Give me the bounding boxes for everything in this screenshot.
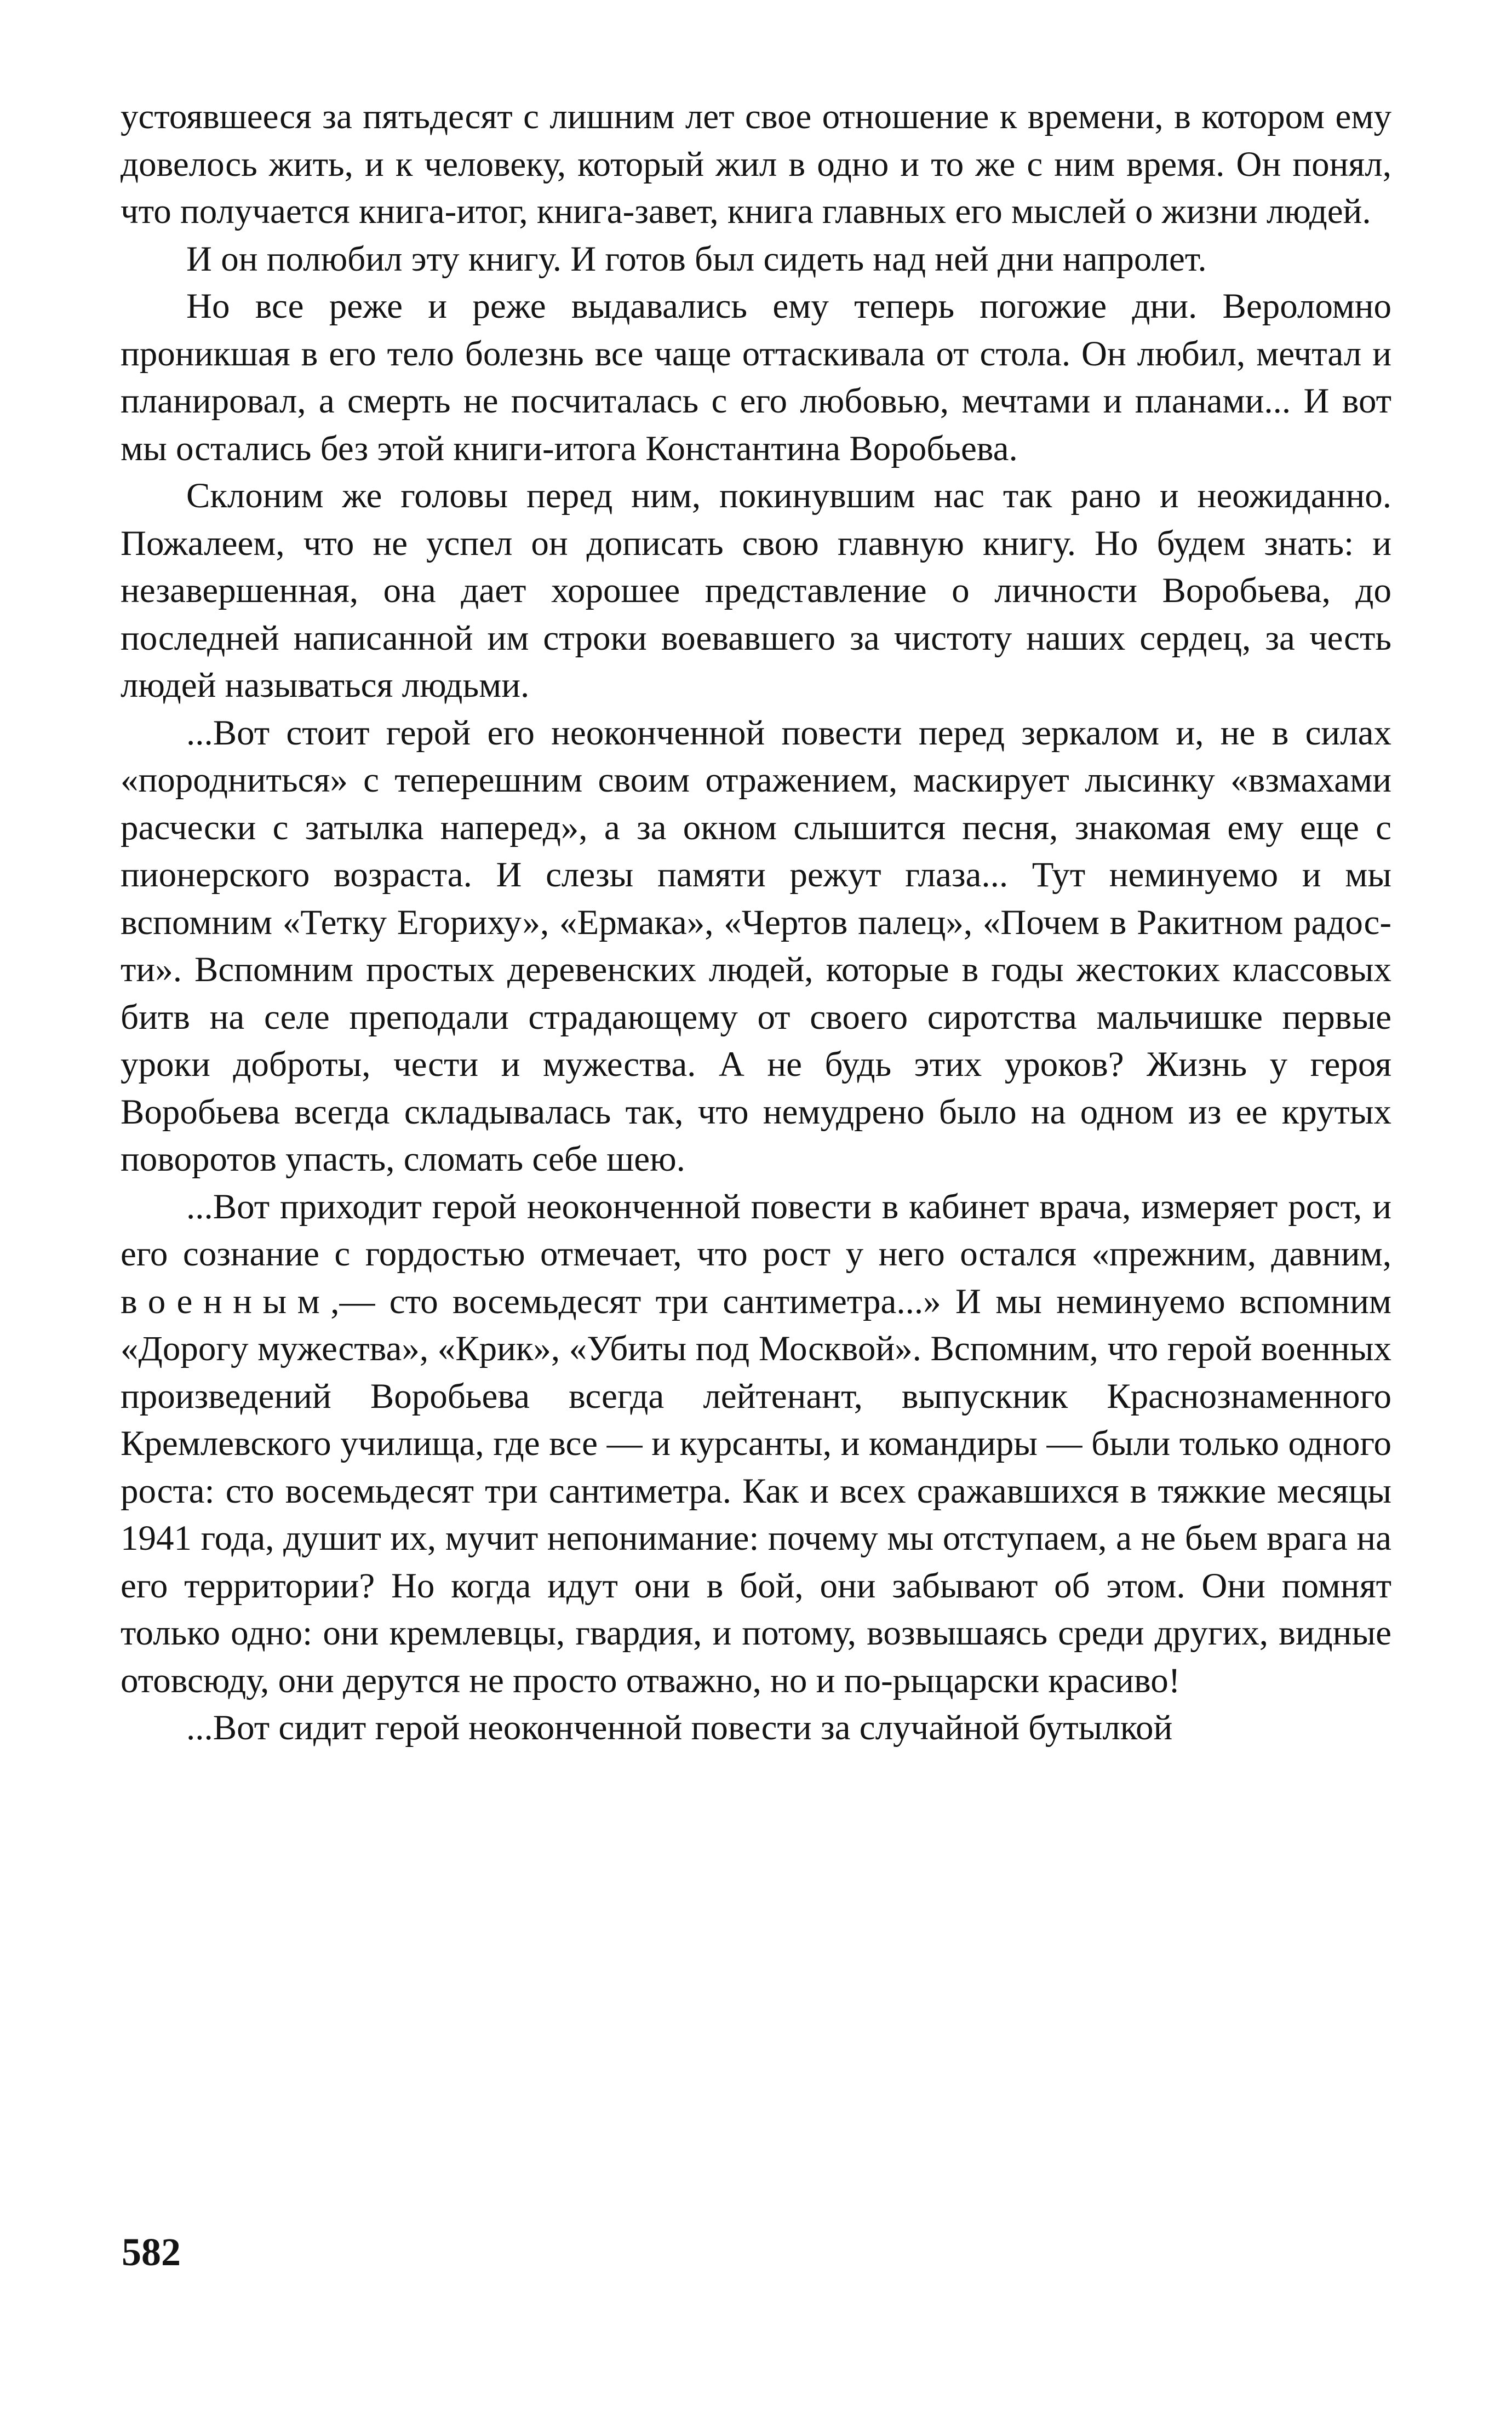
paragraph-4: Склоним же головы перед ним, покинувшим нас так рано и неожиданно. Пожалеем, что не успел он дописать свою главную книгу. Но будем знать: и незавершенная, она дает хорошее представление о личности Воробьева, до последней написанной им строки воевавшего за чистоту наших сердец, за честь людей называться людьми.	[121, 476, 1391, 705]
paragraph-6-end: ,— сто восемьдесят три сантиметра...» И мы неминуемо вспомним «Дорогу мужества», «Крик», «Убиты под Москвой». Вспомним, что герой военных произведений Воробьева всегда лейтенант, выпускник Краснознаменного Кремлевского училища, где все — и курсанты, и командиры — были только одного роста: сто восемьдесят три сантиметра. Как и всех сражавшихся в тяжкие месяцы 1941 года, душит их, мучит непонимание: почему мы отступаем, а не бьем врага на его территории? Но когда идут они в бой, они забывают об этом. Они помнят только одно: они кремлевцы, гвардия, и потому, возвышаясь среди других, видные отовсюду, они дерутся не просто отважно, но и по-рыцарски красиво!	[121, 1281, 1391, 1700]
page-number: 582	[122, 2230, 181, 2274]
paragraph-6-start: ...Вот приходит герой неоконченной повести в кабинет врача, измеряет рост, и его сознание с гордостью отмечает, что рост у него остался «прежним, давним,	[121, 1187, 1391, 1274]
body-text	[121, 93, 1391, 1752]
paragraph-3: Но все реже и реже выдавались ему теперь погожие дни. Вероломно проникшая в его тело болезнь все чаще оттаскивала от стола. Он любил, мечтал и планировал, а смерть не посчиталась с его любовью, мечтами и планами... И вот мы остались без этой книги-итога Константина Воробьева.	[121, 287, 1391, 468]
paragraph-7: ...Вот сидит герой неоконченной повести за случайной бутылкой	[186, 1708, 1173, 1748]
paragraph-1: устоявшееся за пятьдесят с лишним лет свое отношение к времени, в котором ему довелось жить, и к человеку, который жил в одно и то же с ним время. Он понял, что получается книга-итог, книга-завет, книга главных его мыслей о жизни людей.	[121, 97, 1391, 231]
paragraph-2: И он полюбил эту книгу. И готов был сидеть над ней дни напролет.	[186, 239, 1207, 279]
paragraph-6	[121, 1183, 1391, 1705]
paragraph-5: ...Вот стоит герой его неоконченной повести перед зеркалом и, не в силах «породниться» с теперешним своим отражением, маскирует лысинку «взмахами расчески с затылка наперед», а за окном слышится песня, знакомая ему еще с пионерского возраста. И слезы памяти режут глаза... Тут неминуемо и мы вспомним «Тетку Егориху», «Ермака», «Чертов палец», «Почем в Ракитном радости». Вспомним простых деревенских людей, которые в годы жестоких классовых битв на селе преподали страдающему от своего сиротства мальчишке первые уроки доброты, чести и мужества. А не будь этих уроков? Жизнь у героя Воробьева всегда складывалась так, что немудрено было на одном из ее крутых поворотов упасть, сломать себе шею.	[121, 713, 1391, 1179]
spaced-emphasis: военным	[121, 1281, 331, 1321]
